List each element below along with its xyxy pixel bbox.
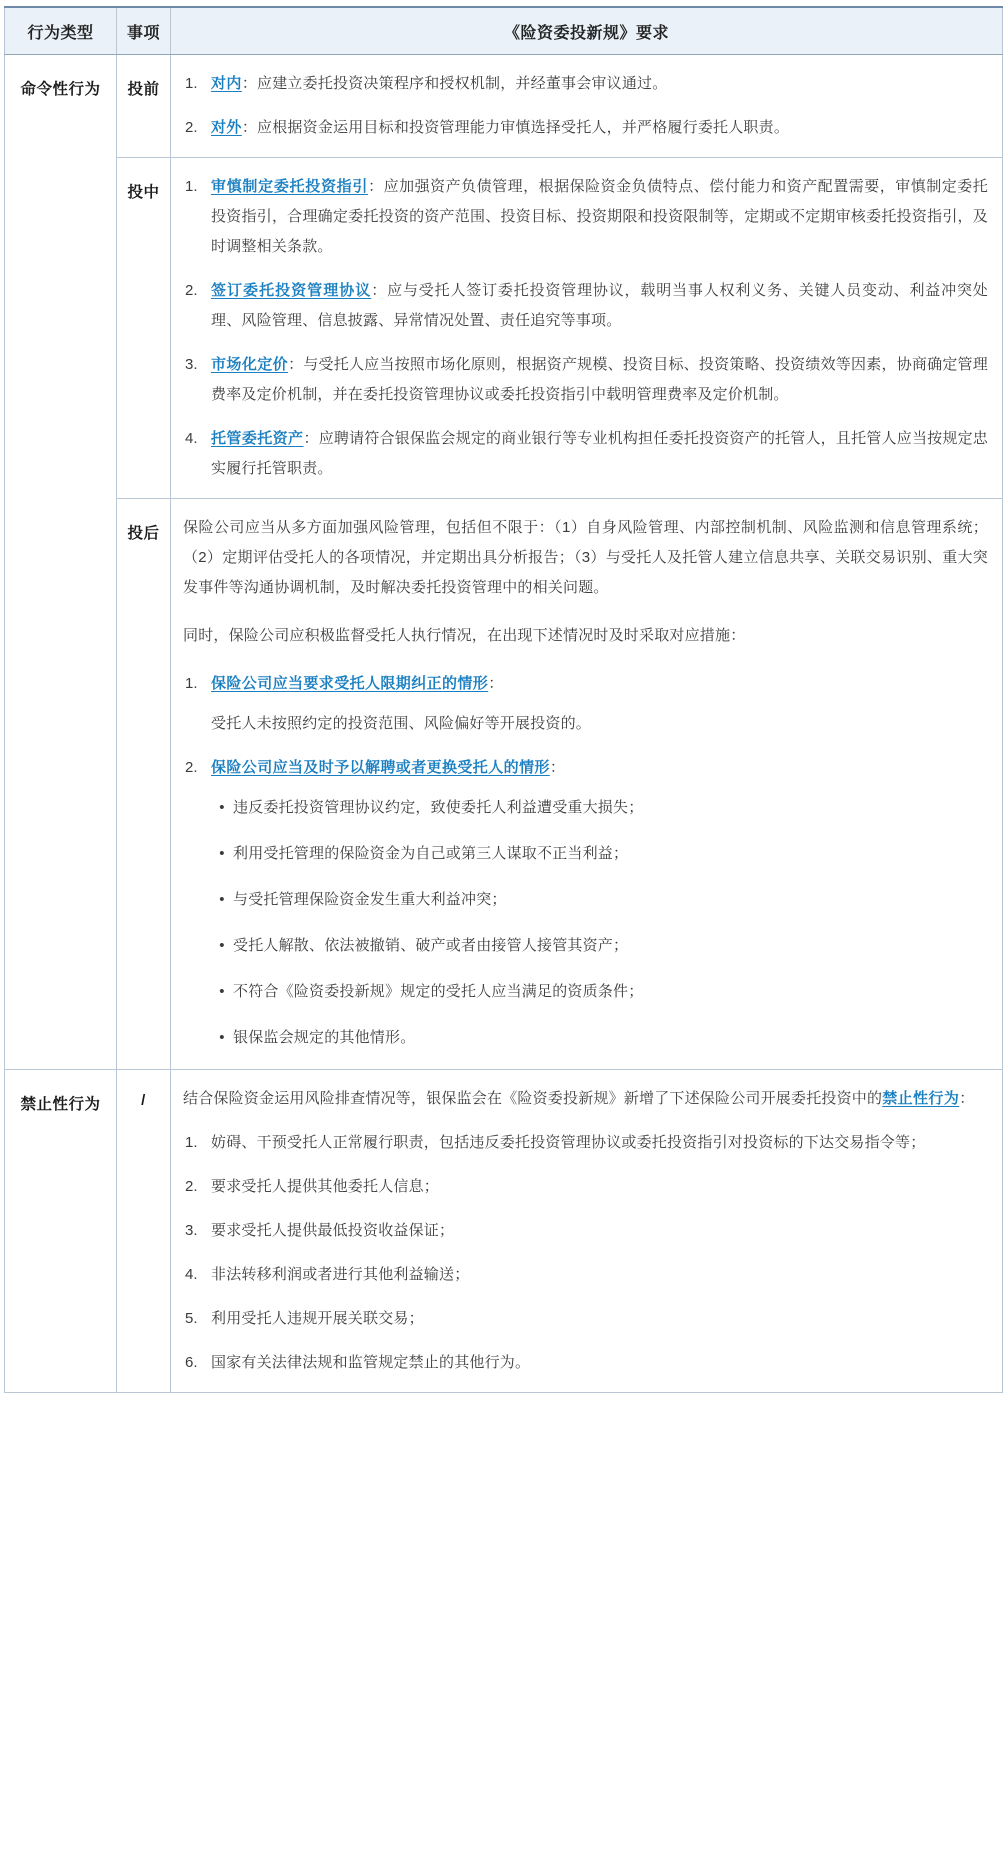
column-header-requirement: 《险资委投新规》要求 xyxy=(171,7,1003,55)
list-item xyxy=(183,669,988,739)
list-item xyxy=(211,885,988,915)
table-header-row xyxy=(5,7,1003,55)
numbered-list-during-investment xyxy=(183,172,988,484)
requirement-cell-post-investment xyxy=(171,499,1003,1070)
stage-cell-none: / xyxy=(117,1070,171,1393)
keyword-link[interactable]: 对外 xyxy=(211,119,242,136)
colon: ： xyxy=(488,675,504,692)
bullet-text: 利用受托管理的保险资金为自己或第三人谋取不正当利益； xyxy=(233,845,629,862)
list-item xyxy=(211,977,988,1007)
list-item xyxy=(183,1216,988,1246)
list-body xyxy=(211,172,988,262)
list-text: ：应加强资产负债管理，根据保险资金负债特点、偿付能力和资产配置需要，审慎制定委托投资指引，合理确定委托投资的资产范围、投资目标、投资期限和投资限制等，定期或不定期审核委托投资指引，及时调整相关条款。 xyxy=(211,178,988,255)
post-investment-paragraph-2: 同时，保险公司应积极监督受托人执行情况，在出现下述情况时及时采取对应措施： xyxy=(183,627,746,644)
category-cell-prohibited: 禁止性行为 xyxy=(5,1070,117,1393)
list-number: 2. xyxy=(185,1178,198,1195)
list-item xyxy=(183,1172,988,1202)
list-text: ：与受托人应当按照市场化原则，根据资产规模、投资目标、投资策略、投资绩效等因素，协商确定管理费率及定价机制，并在委托投资管理协议或委托投资指引中载明管理费率及定价机制。 xyxy=(211,356,988,403)
intro-text-before: 结合保险资金运用风险排查情况等，银保监会在《险资委投新规》新增了下述保险公司开展委托投资中的 xyxy=(183,1090,883,1107)
list-body xyxy=(211,276,988,336)
list-number: 1. xyxy=(185,75,198,92)
stage-cell-post-investment: 投后 xyxy=(117,499,171,1070)
keyword-link[interactable]: 托管委托资产 xyxy=(211,430,304,447)
bullet-text: 不符合《险资委投新规》规定的受托人应当满足的资质条件； xyxy=(233,983,644,1000)
table-row xyxy=(5,158,1003,499)
bullet-icon: • xyxy=(219,983,225,1000)
keyword-link[interactable]: 市场化定价 xyxy=(211,356,289,373)
list-number: 2. xyxy=(185,759,198,776)
list-item xyxy=(183,1348,988,1378)
list-item xyxy=(211,1023,988,1053)
list-number: 3. xyxy=(185,1222,198,1239)
category-cell-mandatory: 命令性行为 xyxy=(5,55,117,1070)
list-number: 5. xyxy=(185,1310,198,1327)
list-item xyxy=(183,753,988,1055)
keyword-link[interactable]: 禁止性行为 xyxy=(882,1090,960,1107)
bullet-icon: • xyxy=(219,937,225,954)
requirement-cell-prohibited xyxy=(171,1070,1003,1393)
table-row xyxy=(5,499,1003,1070)
list-item xyxy=(211,839,988,869)
list-item xyxy=(183,1304,988,1334)
table-row xyxy=(5,55,1003,158)
list-item xyxy=(211,793,988,823)
list-item xyxy=(183,350,988,410)
requirement-cell-during-investment xyxy=(171,158,1003,499)
list-text: ：应根据资金运用目标和投资管理能力审慎选择受托人，并严格履行委托人职责。 xyxy=(241,119,790,136)
keyword-link[interactable]: 审慎制定委托投资指引 xyxy=(211,178,369,195)
list-item xyxy=(183,172,988,262)
bullet-icon: • xyxy=(219,1029,225,1046)
column-header-behavior-type: 行为类型 xyxy=(5,7,117,55)
list-item xyxy=(183,276,988,336)
column-header-item: 事项 xyxy=(117,7,171,55)
list-body: 利用受托人违规开展关联交易； xyxy=(211,1310,424,1327)
list-number: 1. xyxy=(185,178,198,195)
list-item xyxy=(211,931,988,961)
numbered-list-pre-investment xyxy=(183,69,988,143)
list-body: 妨碍、干预受托人正常履行职责，包括违反委托投资管理协议或委托投资指引对投资标的下达交易指令等； xyxy=(211,1134,926,1151)
bullet-text: 银保监会规定的其他情形。 xyxy=(233,1029,416,1046)
list-text: ：应建立委托投资决策程序和授权机制，并经董事会审议通过。 xyxy=(241,75,668,92)
keyword-link[interactable]: 签订委托投资管理协议 xyxy=(211,282,372,299)
list-body: 非法转移利润或者进行其他利益输送； xyxy=(211,1266,470,1283)
list-body xyxy=(211,113,988,143)
stage-cell-pre-investment: 投前 xyxy=(117,55,171,158)
list-number: 2. xyxy=(185,282,198,299)
colon: ： xyxy=(549,759,566,776)
list-body: 要求受托人提供最低投资收益保证； xyxy=(211,1222,455,1239)
list-number: 4. xyxy=(185,430,198,447)
list-item xyxy=(183,69,988,99)
bullet-text: 受托人解散、依法被撤销、破产或者由接管人接管其资产； xyxy=(233,937,629,954)
list-item xyxy=(183,113,988,143)
bullet-icon: • xyxy=(219,891,225,908)
list-body xyxy=(211,350,988,410)
list-item xyxy=(183,1128,988,1158)
list-item xyxy=(183,1260,988,1290)
keyword-link[interactable]: 保险公司应当要求受托人限期纠正的情形 xyxy=(211,675,489,692)
prohibited-behaviors-list xyxy=(183,1128,988,1378)
list-body xyxy=(211,753,988,1055)
bullet-icon: • xyxy=(219,799,225,816)
list-number: 6. xyxy=(185,1354,198,1371)
dismissal-conditions-list xyxy=(211,793,988,1053)
regulation-table xyxy=(4,6,1003,1393)
list-body xyxy=(211,669,988,739)
bullet-icon: • xyxy=(219,845,225,862)
list-body: 要求受托人提供其他委托人信息； xyxy=(211,1178,440,1195)
list-body xyxy=(211,69,988,99)
list-number: 4. xyxy=(185,1266,198,1283)
keyword-link[interactable]: 保险公司应当及时予以解聘或者更换受托人的情形 xyxy=(211,759,550,776)
post-investment-paragraph-1: 保险公司应当从多方面加强风险管理，包括但不限于：（1）自身风险管理、内部控制机制、风险监测和信息管理系统；（2）定期评估受托人的各项情况，并定期出具分析报告；（3）与受托人及托管人建立信息共享、关联交易识别、重大突发事件等沟通协调机制，及时解决委托投资管理中的相关问题。 xyxy=(183,519,988,596)
keyword-link[interactable]: 对内 xyxy=(211,75,242,92)
bullet-text: 违反委托投资管理协议约定，致使委托人利益遭受重大损失； xyxy=(233,799,644,816)
list-number: 1. xyxy=(185,1134,198,1151)
prohibited-intro-paragraph xyxy=(183,1084,988,1114)
intro-text-after: ： xyxy=(959,1090,975,1107)
stage-cell-during-investment: 投中 xyxy=(117,158,171,499)
list-number: 1. xyxy=(185,675,198,692)
list-body: 国家有关法律法规和监管规定禁止的其他行为。 xyxy=(211,1354,531,1371)
list-number: 2. xyxy=(185,119,198,136)
list-text: ：应聘请符合银保监会规定的商业银行等专业机构担任委托投资资产的托管人，且托管人应当按规定忠实履行托管职责。 xyxy=(211,430,988,477)
measures-list xyxy=(183,669,988,1055)
bullet-text: 与受托管理保险资金发生重大利益冲突； xyxy=(233,891,507,908)
measure-detail-text: 受托人未按照约定的投资范围、风险偏好等开展投资的。 xyxy=(211,715,592,732)
table-row xyxy=(5,1070,1003,1393)
list-body xyxy=(211,424,988,484)
list-number: 3. xyxy=(185,356,198,373)
list-text: ：应与受托人签订委托投资管理协议，载明当事人权利义务、关键人员变动、利益冲突处理、风险管理、信息披露、异常情况处置、责任追究等事项。 xyxy=(211,282,988,329)
requirement-cell-pre-investment xyxy=(171,55,1003,158)
list-item xyxy=(183,424,988,484)
